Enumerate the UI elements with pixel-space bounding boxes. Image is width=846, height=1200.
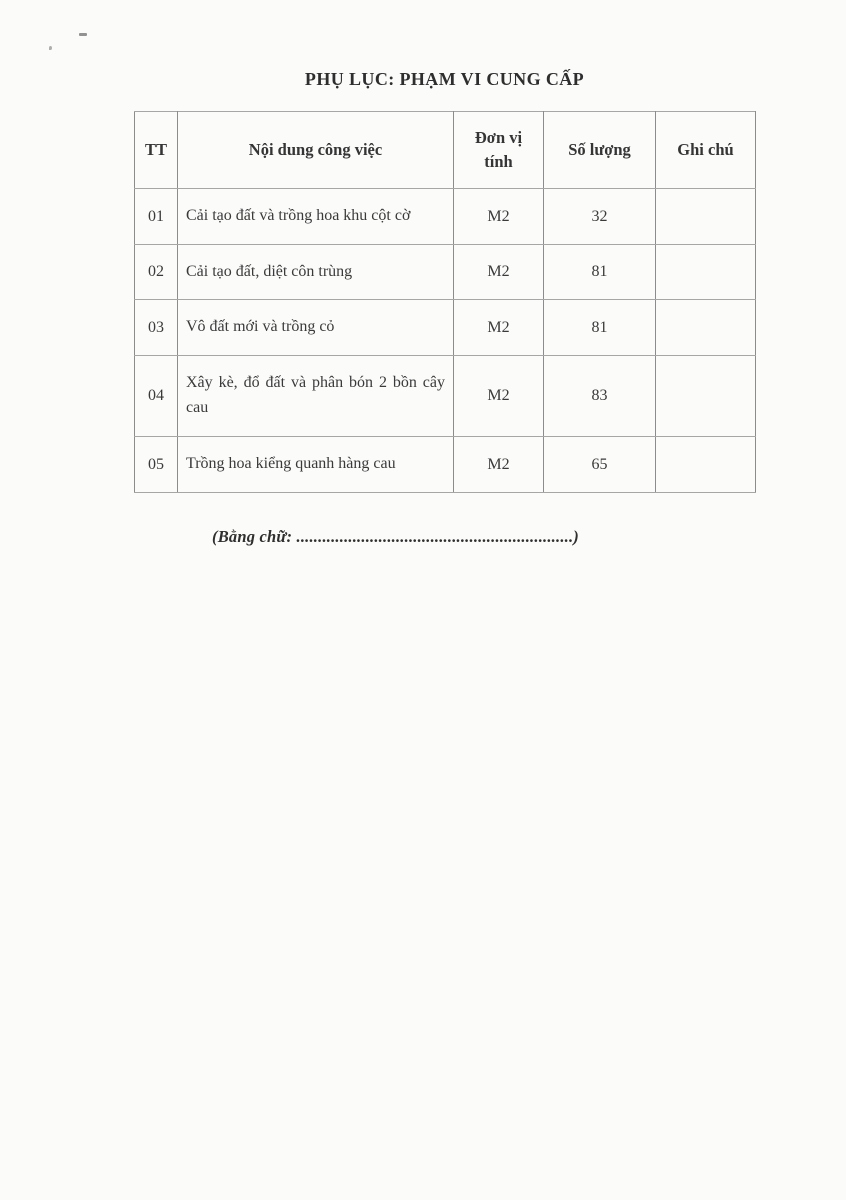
row-unit: M2 [454,437,544,493]
row-content: Trồng hoa kiểng quanh hàng cau [178,437,454,493]
row-note [656,245,756,300]
row-content: Xây kè, đổ đất và phân bón 2 bồn cây cau [178,356,454,437]
row-note [656,300,756,356]
column-header-content: Nội dung công việc [178,112,454,189]
table-header-row [135,112,756,189]
row-content: Vô đất mới và trồng cỏ [178,300,454,356]
table-row [135,356,756,437]
column-header-note: Ghi chú [656,112,756,189]
table-row [135,189,756,245]
row-quantity: 81 [544,300,656,356]
table-row [135,300,756,356]
amount-in-words-line: (Bằng chữ: ................................................................) [212,527,580,546]
row-note [656,356,756,437]
row-quantity: 83 [544,356,656,437]
row-content: Cải tạo đất và trồng hoa khu cột cờ [178,189,454,245]
row-note [656,437,756,493]
row-quantity: 81 [544,245,656,300]
row-quantity: 32 [544,189,656,245]
row-number: 05 [135,437,178,493]
row-number: 01 [135,189,178,245]
supply-scope-table [134,111,756,493]
row-unit: M2 [454,189,544,245]
column-header-quantity: Số lượng [544,112,656,189]
row-content: Cải tạo đất, diệt côn trùng [178,245,454,300]
row-number: 04 [135,356,178,437]
table-row [135,437,756,493]
page-title: PHỤ LỤC: PHẠM VI CUNG CẤP [304,69,585,89]
row-unit: M2 [454,300,544,356]
column-header-tt: TT [135,112,178,189]
scan-artifact [49,46,52,50]
row-number: 02 [135,245,178,300]
row-number: 03 [135,300,178,356]
column-header-unit: Đơn vị tính [454,112,544,189]
row-unit: M2 [454,245,544,300]
row-quantity: 65 [544,437,656,493]
row-note [656,189,756,245]
scan-artifact [79,33,87,36]
row-unit: M2 [454,356,544,437]
table-row [135,245,756,300]
